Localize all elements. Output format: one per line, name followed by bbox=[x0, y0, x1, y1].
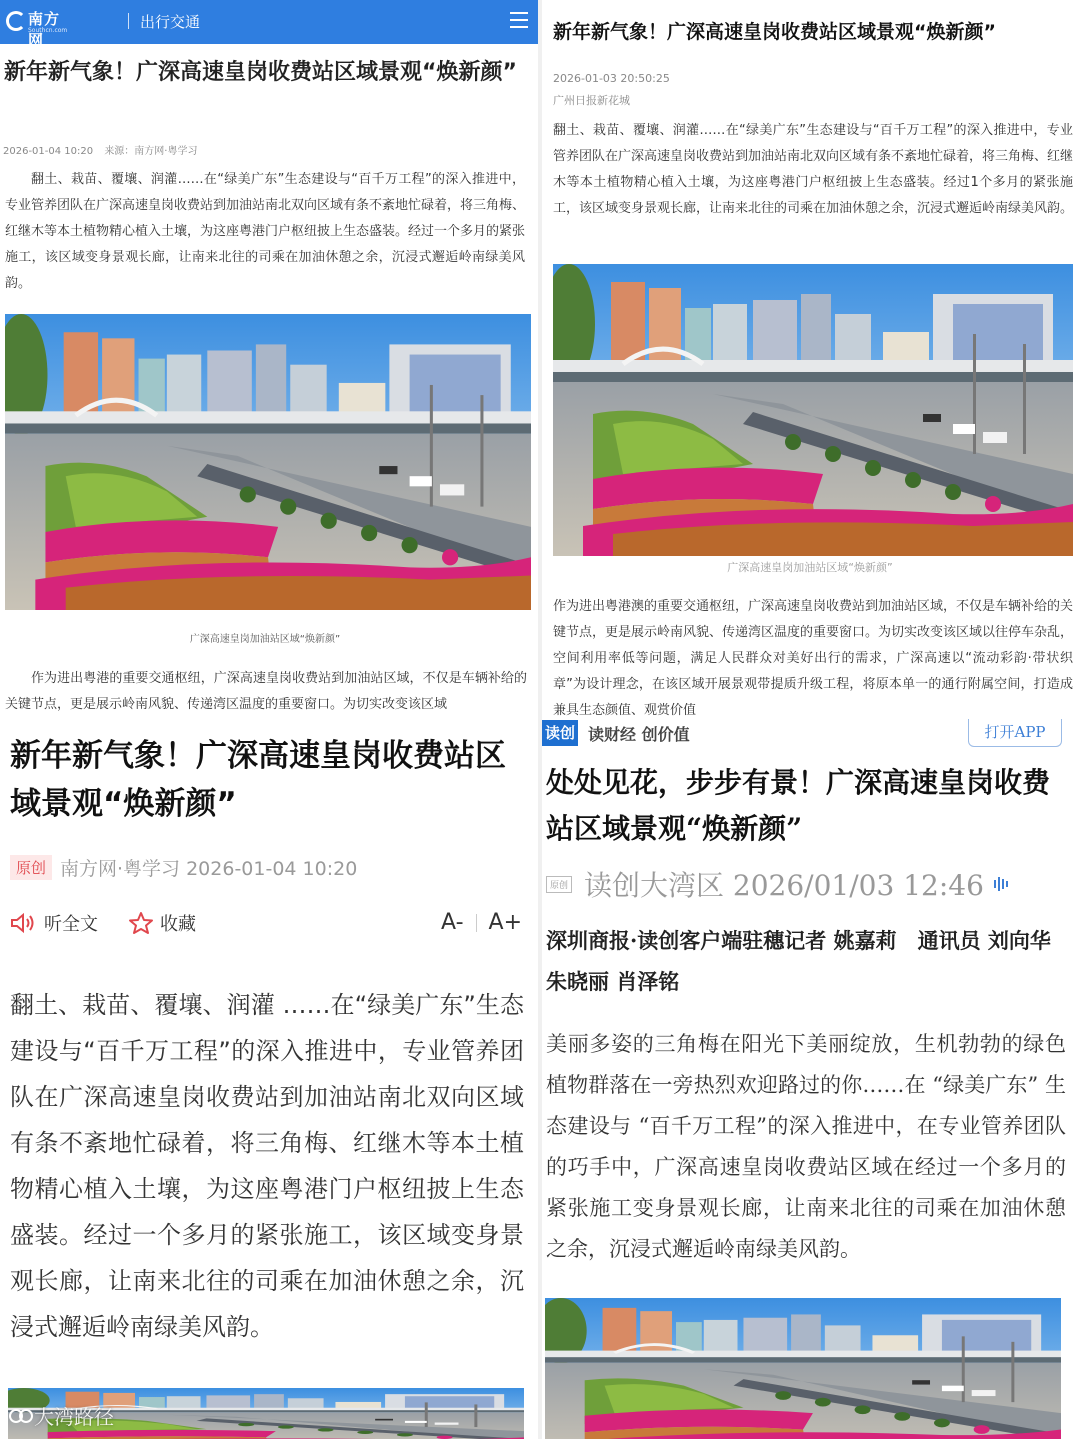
article-meta bbox=[10, 854, 357, 881]
article-paragraph: 翻土、栽苗、覆壤、润灌 ……在“绿美广东”生态建设与“百千万工程”的深入推进中，专业管养团队在广深高速皇岗收费站到加油站南北双向区域有条不紊地忙碌着，将三角梅、红继木等本土植物精心植入土壤，为这座粤港门户枢纽披上生态盛装。经过一个多月的紧张施工，该区域变身景观长廊，让南来北往的司乘在加油休憩之余，沉浸式邂逅岭南绿美风韵。 bbox=[10, 991, 524, 1341]
article-paragraph: 美丽多姿的三角梅在阳光下美丽绽放，生机勃勃的绿色植物群落在一旁热烈欢迎路过的你……在 “绿美广东” 生态建设与 “百千万工程”的深入推进中，在专业管养团队的巧手中，广深高速皇岗收费站区域在经过一个多月的紧张施工变身景观长廊，让南来北往的司乘在加油休憩之余，沉浸式邂逅岭南绿美风韵。 bbox=[546, 1032, 1066, 1261]
listen-label: 听全文 bbox=[44, 914, 98, 935]
article-source: 来源：南方网·粤学习 bbox=[104, 146, 198, 157]
southcn-app-article-panel bbox=[0, 720, 540, 1439]
favorite-label: 收藏 bbox=[160, 914, 196, 935]
article-toolbar bbox=[10, 910, 522, 940]
article-meta bbox=[3, 142, 206, 157]
article-photo bbox=[545, 1298, 1061, 1439]
font-smaller-button[interactable]: A- bbox=[441, 910, 464, 935]
source-date: 南方网·粤学习 2026-01-04 10:20 bbox=[60, 858, 358, 880]
article-meta bbox=[546, 864, 1010, 904]
article-photo bbox=[5, 314, 531, 610]
watermark-logo-icon bbox=[8, 1406, 34, 1426]
publish-date: 2026-01-03 20:50:25 bbox=[553, 72, 670, 85]
article-source[interactable]: 广州日报新花城 bbox=[553, 94, 630, 107]
source-date: 读创大湾区 2026/01/03 12:46 bbox=[584, 869, 984, 902]
article-paragraph: 翻土、栽苗、覆壤、润灌……在“绿美广东”生态建设与“百千万工程”的深入推进中，专业管养团队在广深高速皇岗收费站到加油站南北双向区域有条不紊地忙碌着，将三角梅、红继木等本土植物精心植入土壤，为这座粤港门户枢纽披上生态盛装。经过一个多月的紧张施工，该区域变身景观长廊，让南来北往的司乘在加油休憩之余，沉浸式邂逅岭南绿美风韵。 bbox=[5, 172, 526, 291]
southcn-logo[interactable] bbox=[6, 8, 72, 49]
font-control-divider bbox=[476, 914, 477, 932]
original-badge: 原创 bbox=[546, 876, 572, 893]
star-icon bbox=[128, 911, 154, 935]
publish-date: 2026-01-04 10:20 bbox=[3, 146, 94, 157]
article-title: 新年新气象！广深高速皇岗收费站区域景观“焕新颜” bbox=[553, 21, 996, 43]
article-title: 处处见花，步步有景！广深高速皇岗收费站区域景观“焕新颜” bbox=[546, 766, 1051, 845]
article-photo bbox=[553, 264, 1073, 556]
article-paragraph: 作为进出粤港的重要交通枢纽，广深高速皇岗收费站到加油站区域，不仅是车辆补给的关键节点，更是展示岭南风貌、传递湾区温度的重要窗口。为切实改变该区域 bbox=[5, 671, 527, 712]
duchuang-logo[interactable]: 读创 bbox=[542, 720, 578, 746]
site-header bbox=[0, 0, 540, 49]
logo-domain: Southcn.com bbox=[28, 27, 68, 34]
font-larger-button[interactable]: A+ bbox=[488, 910, 522, 935]
section-label[interactable]: 出行交通 bbox=[140, 13, 201, 31]
article-paragraph: 作为进出粤港澳的重要交通枢纽，广深高速皇岗收费站到加油站区域，不仅是车辆补给的关键节点，更是展示岭南风貌、传递湾区温度的重要窗口。为切实改变该区域以往停车杂乱，空间利用率低等问题，满足人民群众对美好出行的需求，广深高速以“流动彩韵·带状织章”为设计理念，在该区域开展景观带提质升级工程，将原本单一的通行附属空间，打造成兼具生态颜值、观赏价值 bbox=[553, 599, 1074, 718]
panel-divider-vertical bbox=[538, 0, 542, 1439]
gzdaily-article-panel bbox=[540, 0, 1080, 718]
speaker-icon bbox=[10, 912, 38, 934]
font-size-control bbox=[441, 910, 522, 935]
photo-caption: 广深高速皇岗加油站区域“焕新颜” bbox=[189, 634, 341, 645]
open-app-button[interactable]: 打开APP bbox=[968, 719, 1062, 747]
header-divider bbox=[128, 13, 129, 29]
watermark bbox=[8, 1401, 114, 1430]
logo-ring-icon bbox=[6, 11, 26, 31]
hamburger-menu-icon[interactable] bbox=[510, 12, 528, 28]
audio-wave-icon[interactable] bbox=[994, 877, 1010, 891]
article-title: 新年新气象！广深高速皇岗收费站区域景观“焕新颜” bbox=[4, 60, 517, 85]
logo-text: 南方网 bbox=[28, 10, 61, 49]
app-banner bbox=[540, 718, 1080, 750]
app-slogan: 读财经 创价值 bbox=[588, 725, 690, 744]
photo-caption: 广深高速皇岗加油站区域“焕新颜” bbox=[727, 561, 893, 574]
article-title: 新年新气象！广深高速皇岗收费站区域景观“焕新颜” bbox=[10, 738, 506, 822]
watermark-text: 大湾路径 bbox=[34, 1405, 114, 1429]
duchuang-article-panel bbox=[540, 718, 1080, 1439]
favorite-button[interactable] bbox=[128, 910, 196, 936]
article-byline: 深圳商报·读创客户端驻穗记者 姚嘉莉 通讯员 刘向华 朱晓丽 肖泽铭 bbox=[546, 928, 1051, 994]
original-badge: 原创 bbox=[10, 855, 52, 880]
southcn-web-article-panel bbox=[0, 0, 540, 720]
article-paragraph: 翻土、栽苗、覆壤、润灌……在“绿美广东”生态建设与“百千万工程”的深入推进中，专业管养团队在广深高速皇岗收费站到加油站南北双向区域有条不紊地忙碌着，将三角梅、红继木等本土植物精心植入土壤，为这座粤港门户枢纽披上生态盛装。经过1个多月的紧张施工，该区域变身景观长廊，让南来北往的司乘在加油休憩之余，沉浸式邂逅岭南绿美风韵。 bbox=[553, 123, 1074, 216]
listen-button[interactable] bbox=[10, 910, 98, 936]
